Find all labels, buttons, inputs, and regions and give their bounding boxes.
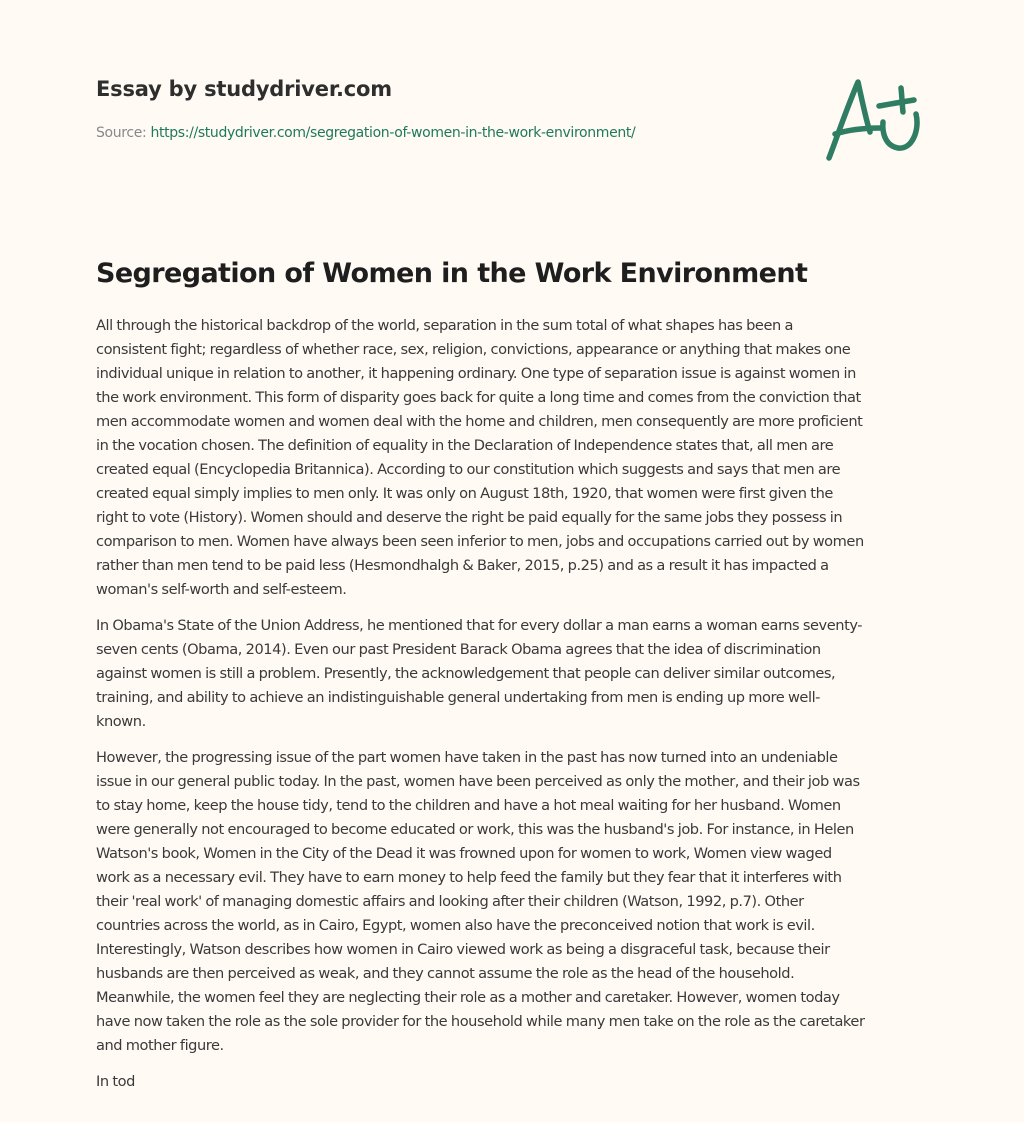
text-line: rather than men tend to be paid less (Hesmondhalgh & Baker, 2015, p.25) and as a result it has impacted a [96,557,829,574]
text-line: were generally not encouraged to become educated or work, this was the husband's job. For instance, in Helen [96,821,854,838]
text-line: and mother figure. [96,1037,224,1054]
text-line: in the vocation chosen. The definition of equality in the Declaration of Independence states that, all men are [96,437,834,454]
text-line: to stay home, keep the house tidy, tend to the children and have a hot meal waiting for her husband. Women [96,797,841,814]
text-line: Watson's book, Women in the City of the Dead it was frowned upon for women to work, Women view waged [96,845,832,862]
essay-title: Segregation of Women in the Work Environment [96,258,808,289]
text-line: individual unique in relation to another, it happening ordinary. One type of separation issue is against women in [96,365,856,382]
essay-paragraph-3 [96,746,936,1058]
text-line: Meanwhile, the women feel they are neglecting their role as a mother and caretaker. However, women today [96,989,840,1006]
essay-paragraph-4 [96,1070,936,1094]
text-line: their 'real work' of managing domestic affairs and looking after their children (Watson, 1992, p.7). Other [96,893,804,910]
text-line: comparison to men. Women have always been seen inferior to men, jobs and occupations carried out by women [96,533,864,550]
a-plus-grade-icon [822,70,932,165]
text-line: Interestingly, Watson describes how women in Cairo viewed work as being a disgraceful task, because their [96,941,830,958]
text-line: However, the progressing issue of the part women have taken in the past has now turned into an undeniable [96,749,838,766]
essay-paragraph-2 [96,614,936,734]
text-line: known. [96,713,146,730]
source-line [96,123,635,143]
essay-body [96,314,936,1106]
text-line: In tod [96,1073,135,1090]
source-label: Source: [96,125,151,141]
text-line: created equal (Encyclopedia Britannica). According to our constitution which suggests and says that men are [96,461,841,478]
source-link[interactable]: https://studydriver.com/segregation-of-women-in-the-work-environment/ [150,125,636,141]
site-title: Essay by studydriver.com [96,77,392,101]
text-line: issue in our general public today. In the past, women have been perceived as only the mother, and their job was [96,773,860,790]
text-line: consistent fight; regardless of whether race, sex, religion, convictions, appearance or anything that makes one [96,341,851,358]
text-line: woman's self-worth and self-esteem. [96,581,347,598]
text-line: created equal simply implies to men only. It was only on August 18th, 1920, that women were first given the [96,485,833,502]
site-header [96,74,392,104]
text-line: right to vote (History). Women should and deserve the right be paid equally for the same jobs they possess in [96,509,843,526]
text-line: seven cents (Obama, 2014). Even our past President Barack Obama agrees that the idea of discrimination [96,641,821,658]
text-line: have now taken the role as the sole provider for the household while many men take on the role as the caretaker [96,1013,865,1030]
essay-paragraph-1 [96,314,936,602]
text-line: training, and ability to achieve an indistinguishable general undertaking from men is ending up more well- [96,689,820,706]
text-line: men accommodate women and women deal with the home and children, men consequently are more proficient [96,413,863,430]
text-line: countries across the world, as in Cairo, Egypt, women also have the preconceived notion that work is evil. [96,917,815,934]
text-line: against women is still a problem. Presently, the acknowledgement that people can deliver similar outcomes, [96,665,836,682]
text-line: All through the historical backdrop of the world, separation in the sum total of what shapes has been a [96,317,793,334]
text-line: work as a necessary evil. They have to earn money to help feed the family but they fear that it interferes with [96,869,842,886]
text-line: the work environment. This form of disparity goes back for quite a long time and comes from the conviction that [96,389,861,406]
text-line: husbands are then perceived as weak, and they cannot assume the role as the head of the household. [96,965,795,982]
text-line: In Obama's State of the Union Address, he mentioned that for every dollar a man earns a woman earns seventy- [96,617,863,634]
